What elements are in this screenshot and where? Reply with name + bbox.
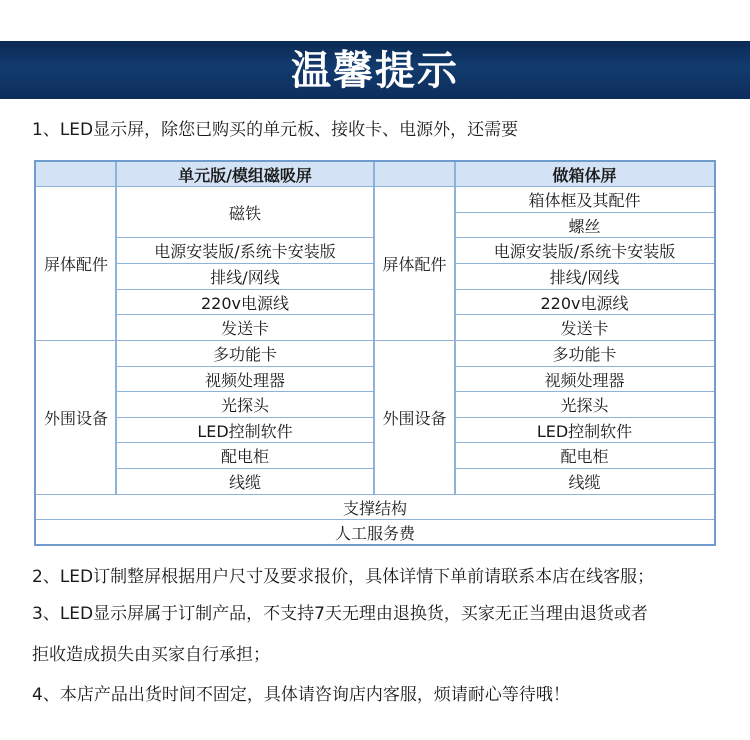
table-cell: 磁铁 [228,203,261,223]
table-cell: 多功能卡 [552,345,617,364]
right-header: 做箱体屏 [455,162,714,186]
table-cell: 排线/网线 [210,268,280,287]
header-blank-right [374,162,455,186]
group-label-screen-left: 屏体配件 [43,255,108,274]
table-cell: 视频处理器 [204,370,285,390]
accessory-table [34,160,716,546]
table-cell: 发送卡 [560,319,609,338]
header-blank-left [36,162,116,186]
note-3: 3、LED显示屏属于订制产品，不支持7天无理由退换货，买家无正当理由退货或者 [32,604,648,624]
table-cell: 线缆 [568,473,601,492]
table-cell: 电源安装版/系统卡安装版 [154,242,336,261]
table-cell: 箱体框及其配件 [528,191,641,210]
note-2: 2、LED订制整屏根据用户尺寸及要求报价，具体详情下单前请联系本店在线客服； [32,567,655,587]
group-label-screen-right: 屏体配件 [382,255,447,274]
footer-row-support: 支撑结构 [342,498,407,518]
table-cell: 220v电源线 [200,293,289,313]
table-cell: LED控制软件 [536,421,633,441]
note-3-continued: 拒收造成损失由买家自行承担； [32,645,270,665]
table-cell: 螺丝 [568,216,601,236]
banner-title: 温馨提示 [291,48,459,94]
note-4: 4、本店产品出货时间不固定，具体请咨询店内客服，烦请耐心等待哦！ [32,685,570,705]
group-label-periph-right: 外围设备 [382,409,447,428]
footer-row-service: 人工服务费 [334,523,415,543]
table-cell: 多功能卡 [212,345,277,364]
table-cell: 视频处理器 [544,370,625,390]
note-1: 1、LED显示屏，除您已购买的单元板、接收卡、电源外，还需要 [32,120,519,140]
table-cell: 电源安装版/系统卡安装版 [493,242,676,261]
table-cell: LED控制软件 [197,421,293,441]
table-cell: 线缆 [228,473,261,492]
group-label-periph-left: 外围设备 [43,409,108,428]
table-cell: 光探头 [560,396,609,415]
table-cell: 发送卡 [220,319,269,338]
table-cell: 排线/网线 [549,268,620,287]
table-cell: 配电柜 [560,447,609,466]
left-header: 单元版/模组磁吸屏 [116,162,374,186]
table-cell: 光探头 [220,396,269,415]
table-cell: 配电柜 [220,447,269,466]
table-cell: 220v电源线 [540,293,629,313]
